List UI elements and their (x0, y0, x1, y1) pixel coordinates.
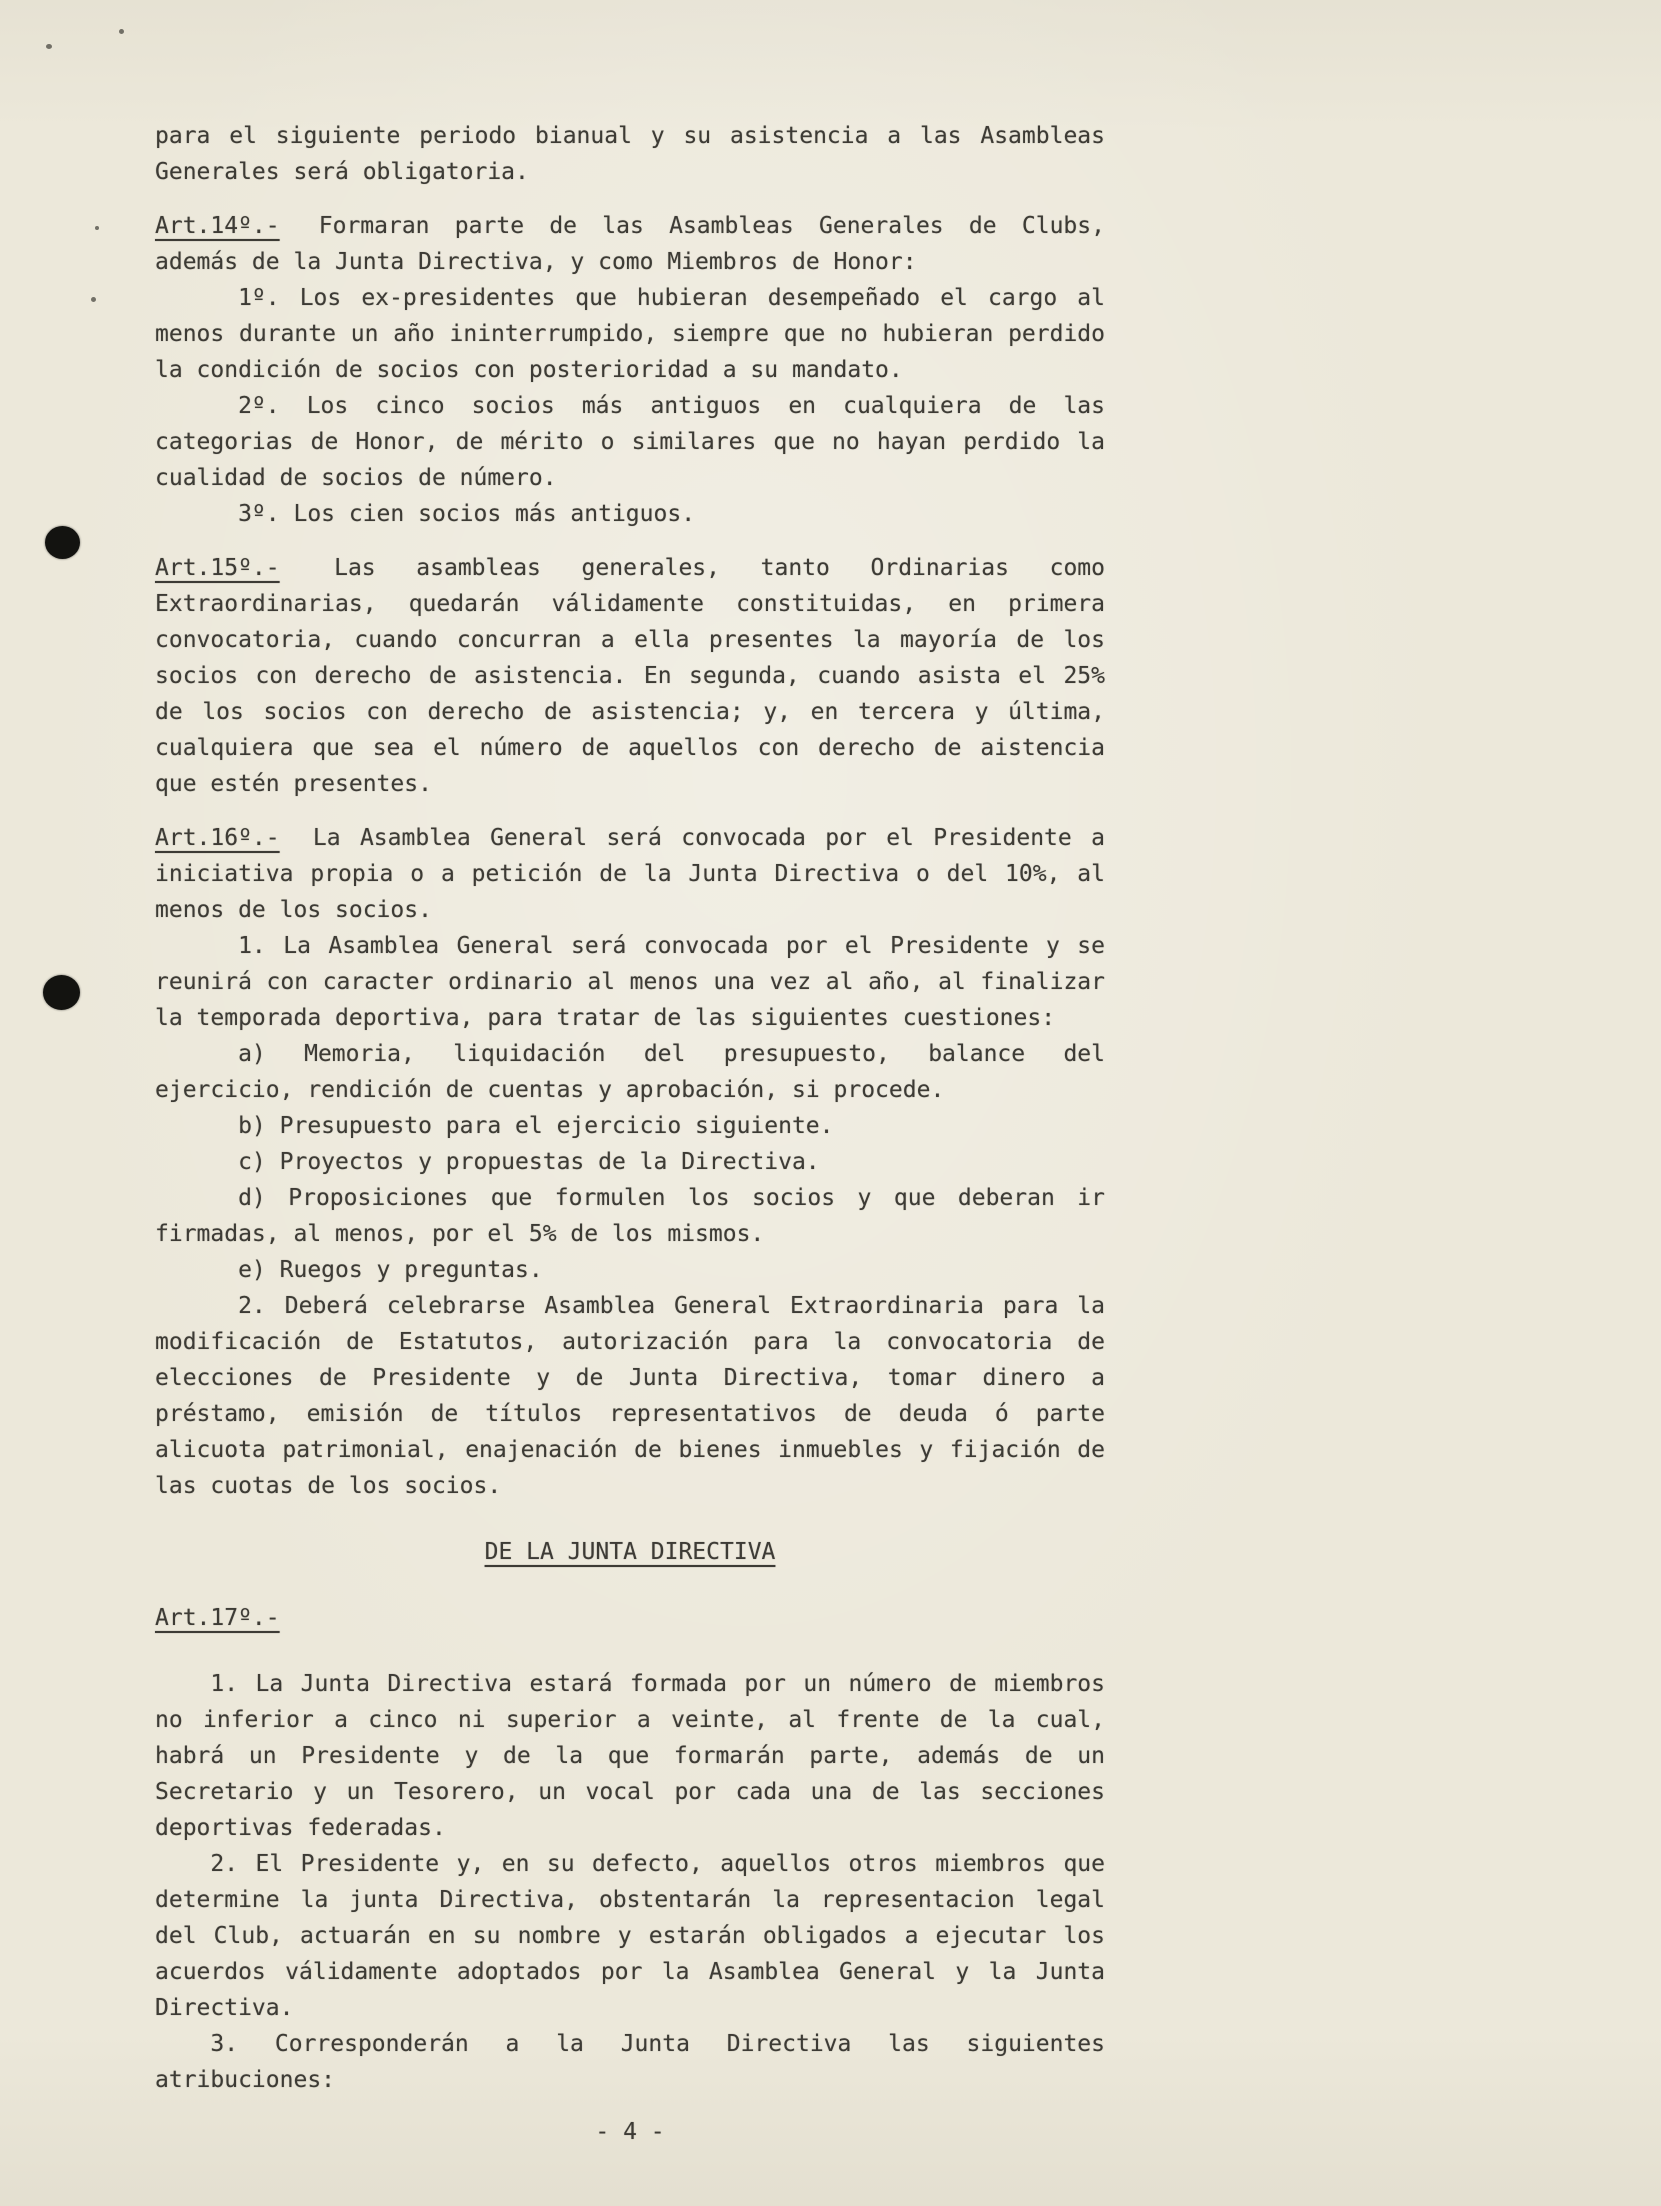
article-16-letter-c: c) Proyectos y propuestas de la Directiva. (238, 1149, 820, 1175)
article-14-label: Art.14º.- (155, 213, 280, 239)
section-heading-text: DE LA JUNTA DIRECTIVA (484, 1539, 776, 1565)
article-17-item-3: 3. Corresponderán a la Junta Directiva las siguientes atribuciones: (155, 2031, 1105, 2093)
paper-speck (91, 297, 96, 302)
article-16-label: Art.16º.- (155, 825, 280, 851)
article-16-item-1: 1. La Asamblea General será convocada por el Presidente y se reunirá con caracter ordinario al menos una vez al año, al finalizar la temporada deportiva, para tratar de las siguientes cuestiones: (155, 933, 1105, 1031)
article-15 (155, 550, 1105, 802)
ink-dot-mark (45, 526, 80, 559)
article-17-item-1: 1. La Junta Directiva estará formada por un número de miembros no inferior a cinco ni superior a veinte, al frente de la cual, habrá un Presidente y de la que formarán parte, además de un Secretario y un Tesorero, un vocal por cada una de las secciones deportivas federadas. (155, 1671, 1105, 1841)
article-16-text: La Asamblea General será convocada por el Presidente a iniciativa propia o a petición de la Junta Directiva o del 10%, al menos de los socios. (155, 825, 1105, 923)
paper-speck (95, 226, 99, 230)
article-16-letter-b: b) Presupuesto para el ejercicio siguiente. (238, 1113, 834, 1139)
article-16-letter-e: e) Ruegos y preguntas. (238, 1257, 543, 1283)
paper-speck (119, 29, 124, 34)
article-16-opening (155, 820, 1105, 928)
paragraph-continuation: para el siguiente periodo bianual y su asistencia a las Asambleas Generales será obligatoria. (155, 123, 1105, 185)
article-16-item-2: 2. Deberá celebrarse Asamblea General Extraordinaria para la modificación de Estatutos, autorización para la convocatoria de elecciones de Presidente y de Junta Directiva, tomar dinero a préstamo, emisión de títulos representativos de deuda ó parte alicuota patrimonial, enajenación de bienes inmuebles y fijación de las cuotas de los socios. (155, 1293, 1105, 1499)
article-16-letter-d: d) Proposiciones que formulen los socios y que deberan ir firmadas, al menos, por el 5% de los mismos. (155, 1185, 1105, 1247)
ink-dot-mark (43, 975, 80, 1010)
article-15-label: Art.15º.- (155, 555, 280, 581)
article-17-heading (155, 1600, 1105, 1636)
article-15-text: Las asambleas generales, tanto Ordinarias como Extraordinarias, quedarán válidamente constituidas, en primera convocatoria, cuando concurran a ella presentes la mayoría de los socios con derecho de asistencia. En segunda, cuando asista el 25% de los socios con derecho de asistencia; y, en tercera y última, cualquiera que sea el número de aquellos con derecho de aistencia que estén presentes. (155, 555, 1105, 797)
article-14-item-3: 3º. Los cien socios más antiguos. (238, 501, 696, 527)
document-body (155, 118, 1105, 2150)
article-14-opening (155, 208, 1105, 280)
article-17-label: Art.17º.- (155, 1605, 280, 1631)
section-heading (155, 1534, 1105, 1570)
paper-speck (46, 44, 52, 49)
article-14-item-2: 2º. Los cinco socios más antiguos en cualquiera de las categorias de Honor, de mérito o similares que no hayan perdido la cualidad de socios de número. (155, 393, 1105, 491)
article-14-item-1: 1º. Los ex-presidentes que hubieran desempeñado el cargo al menos durante un año ininterrumpido, siempre que no hubieran perdido la condición de socios con posterioridad a su mandato. (155, 285, 1105, 383)
article-17-item-2: 2. El Presidente y, en su defecto, aquellos otros miembros que determine la junta Directiva, obstentarán la representacion legal del Club, actuarán en su nombre y estarán obligados a ejecutar los acuerdos válidamente adoptados por la Asamblea General y la Junta Directiva. (155, 1851, 1105, 2021)
page-number: - 4 - (595, 2119, 665, 2145)
article-14-text: Formaran parte de las Asambleas Generales de Clubs, además de la Junta Directiva, y como Miembros de Honor: (155, 213, 1105, 275)
article-16-letter-a: a) Memoria, liquidación del presupuesto, balance del ejercicio, rendición de cuentas y aprobación, si procede. (155, 1041, 1105, 1103)
